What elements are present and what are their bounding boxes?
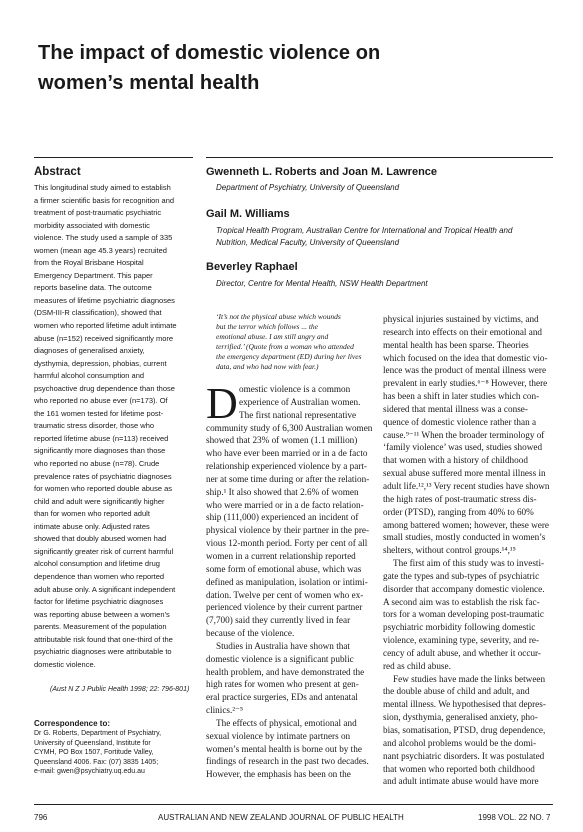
body-text-line: community study of 6,300 Australian women <box>206 422 373 433</box>
abstract-line: factor for lifetime psychiatric diagnoses <box>34 597 164 607</box>
body-column-2 <box>383 313 553 788</box>
quote-line: ‘It’s not the physical abuse which wounds <box>216 312 341 321</box>
abstract-line: dysthymia, depression, phobias, current <box>34 358 167 368</box>
body-text-line: some form of emotional abuse, which was <box>206 563 362 574</box>
body-text-line: vious 12-month period. Forty per cent of all <box>206 538 368 549</box>
quote-line: data, and who had now with fear.) <box>216 362 319 371</box>
author-affiliation-3 <box>216 278 556 290</box>
body-text-line: sidered that mental illness was a conse- <box>383 403 528 414</box>
abstract-line: intimate abuse only. Adjusted rates <box>34 521 150 531</box>
affiliation-line: Department of Psychiatry, University of Queensland <box>216 183 400 192</box>
abstract-line: who reported no abuse (n=78). Crude <box>34 459 160 469</box>
abstract-line: was reporting abuse between a women’s <box>34 609 170 619</box>
abstract-line: violence. The study used a sample of 335 <box>34 233 173 243</box>
body-text-line: among battered women; however, these were <box>383 519 549 530</box>
title-line: The impact of domestic violence on <box>38 42 381 64</box>
body-text-line: women’s mental health is borne out by the <box>206 743 362 754</box>
body-text-line: The first aim of this study was to investi- <box>393 558 545 569</box>
abstract-line: diagnoses of generalised anxiety, <box>34 346 145 356</box>
body-text-line: women in a current relationship reported <box>206 550 356 561</box>
quote-line: but the terror which follows ... the <box>216 322 319 331</box>
abstract-line: reported lifetime abuse (n=113) received <box>34 433 169 443</box>
body-text-line: ship (111,000) experienced an incident of <box>206 512 359 523</box>
abstract-line: dependence than women who reported <box>34 571 165 581</box>
body-text-line: research into effects on their emotional and <box>383 326 543 337</box>
body-text-line: Few studies have made the links between <box>393 673 546 684</box>
body-text-line: (7,700) said they currently lived in fear <box>206 615 351 626</box>
body-text-line: cause.⁹⁻¹¹ When the broader terminology of <box>383 429 545 440</box>
abstract-line: psychiatric diagnoses were attributable to <box>34 647 172 657</box>
body-text-line: red as child abuse. <box>383 660 451 671</box>
body-text-line: A second aim was to establish the risk fac- <box>383 596 540 607</box>
article-title <box>38 38 478 98</box>
abstract-line: parents. Measurement of the population <box>34 622 167 632</box>
body-text-line: However, the emphasis has been on the <box>206 769 351 780</box>
body-text-line: sion, dysthymia, generalised anxiety, pho- <box>383 712 538 723</box>
abstract-line: treatment of post-traumatic psychiatric <box>34 208 162 218</box>
body-column-1 <box>206 379 373 781</box>
abstract-line: measures of lifetime psychiatric diagnoses <box>34 295 175 305</box>
body-text-line: dation. Twelve per cent of women who ex- <box>206 589 364 600</box>
body-text-line: gate the types and sub-types of psychiatric <box>383 570 540 581</box>
body-text-line: and alcohol problems would be the domi- <box>383 737 537 748</box>
page-number: 796 <box>34 813 48 822</box>
body-text-line: adult life.¹²,¹³ Very recent studies have shown <box>383 480 550 491</box>
abstract-line: attributable risk found that one-third of the <box>34 634 173 644</box>
abstract-line: for women who reported double abuse as <box>34 484 173 494</box>
body-text-line: The first national representative <box>239 409 357 420</box>
body-text-line: perienced violence by their current partner <box>206 602 363 613</box>
abstract-line: harmful alcohol consumption and <box>34 371 145 381</box>
author-names-1: Gwenneth L. Roberts and Joan M. Lawrence <box>206 166 438 178</box>
body-text-line: that women with a history of childhood <box>383 455 528 466</box>
abstract-line: significantly greater risk of current harmful <box>34 546 174 556</box>
affiliation-line: Nutrition, Medical Faculty, University of Queensland <box>216 238 400 247</box>
body-text-line: the high rates of post-traumatic stress dis- <box>383 493 537 504</box>
abstract-citation: (Aust N Z J Public Health 1998; 22: 796-801) <box>50 686 190 693</box>
correspondence-line: Queensland 4006. Fax: (07) 3835 1405; <box>34 758 159 766</box>
body-text-line: order (PTSD), ranging from 40% to 60% <box>383 506 534 517</box>
body-text-line: experience of Australian women. <box>239 396 361 407</box>
abstract-line: This longitudinal study aimed to establish <box>34 183 171 192</box>
body-text-line: shelters, without control groups.¹⁴,¹⁵ <box>383 545 516 556</box>
abstract-line: reports baseline data. The outcome <box>34 283 152 293</box>
body-text-line: showed that 23% of women (1.1 million) <box>206 435 358 446</box>
drop-cap: D <box>206 379 238 428</box>
body-text-line: disorder that accompany domestic violence. <box>383 583 545 594</box>
body-text-line: cency of adult abuse, and whether it occur- <box>383 647 541 658</box>
body-text-line: small studies, mostly conducted in women’s <box>383 532 546 543</box>
body-text-line: high rates for women who present at gen- <box>206 679 359 690</box>
footer-rule <box>34 804 553 805</box>
body-text-line: physical injuries sustained by victims, and <box>383 314 539 324</box>
section-rule-left <box>34 157 193 158</box>
quote-line: terrified.’ (Quote from a woman who attended <box>216 342 354 351</box>
correspondence-body <box>34 729 199 777</box>
body-text-line: lence was the product of mental illness were <box>383 365 547 376</box>
body-text-line: clinics.²⁻⁵ <box>206 705 244 716</box>
body-text-line: sexual violence by intimate partners on <box>206 730 351 741</box>
abstract-line: from the Royal Brisbane Hospital <box>34 258 144 268</box>
quote-line: emotional abuse. I am still angry and <box>216 332 329 341</box>
correspondence-heading: Correspondence to: <box>34 719 111 728</box>
abstract-line: alcohol consumption and lifetime drug <box>34 559 160 569</box>
abstract-line: psychoactive drug dependence than those <box>34 383 175 393</box>
abstract-line: significantly more diagnoses than those <box>34 446 166 456</box>
quote-line: the emergency department (ED) during her lives <box>216 352 362 361</box>
body-text-line: physical violence by their partner in the pre- <box>206 525 370 536</box>
body-text-line: health problem, and have demonstrated the <box>206 666 365 677</box>
abstract-line: the 161 women tested for lifetime post- <box>34 408 164 418</box>
correspondence-line: CYMH, PO Box 1507, Fortitude Valley, <box>34 749 154 757</box>
correspondence-line: Dr G. Roberts, Department of Psychiatry, <box>34 730 162 737</box>
body-text-line: prevalent in early studies.⁶⁻⁸ However, there <box>383 378 548 389</box>
body-text-line: ner at some time during or after the relation- <box>206 473 370 484</box>
author-affiliation-1 <box>216 182 556 194</box>
body-text-line: mental illness. We hypothesised that depres- <box>383 699 546 710</box>
author-names-2: Gail M. Williams <box>206 208 290 220</box>
author-affiliation-2 <box>216 225 556 249</box>
abstract-line: showed that doubly abused women had <box>34 534 167 544</box>
body-text-line: mental health has been sparse. Theories <box>383 339 529 350</box>
abstract-line: Emergency Department. This paper <box>34 270 153 280</box>
abstract-line: a firmer scientific basis for recognition and <box>34 195 175 205</box>
body-text-line: The effects of physical, emotional and <box>216 717 357 728</box>
issue-info: 1998 VOL. 22 NO. 7 <box>478 813 551 822</box>
body-text-line: relationship experienced violence by a part- <box>206 461 367 472</box>
body-text-line: ‘family violence’ was used, studies showed <box>383 442 543 453</box>
body-text-line: who have ever been married or in a de facto <box>206 448 368 459</box>
abstract-line: who reported no abuse ever (n=173). Of <box>34 396 168 406</box>
body-text-line: psychiatric morbidity following domestic <box>383 622 536 633</box>
affiliation-line: Tropical Health Program, Australian Centre for International and Tropical Health and <box>216 226 513 235</box>
abstract-body <box>34 182 194 671</box>
body-text-line: because of the violence. <box>206 628 295 639</box>
abstract-line: (DSM-III-R classification), showed that <box>34 308 162 318</box>
author-names-3: Beverley Raphael <box>206 261 298 273</box>
correspondence-line: e-mail: gwen@psychiatry.uq.edu.au <box>34 768 145 776</box>
body-text-line: quence of domestic violence rather than a <box>383 416 537 427</box>
correspondence-line: University of Queensland, Institute for <box>34 739 151 747</box>
body-text-line: domestic violence is a significant public <box>206 653 354 664</box>
abstract-line: prevalence rates of psychiatric diagnoses <box>34 471 172 481</box>
body-text-line: sexual abuse suffered more mental illness in <box>383 468 546 479</box>
body-text-line: bias, somatisation, PTSD, drug dependence, <box>383 725 546 735</box>
title-line: women’s mental health <box>38 72 260 94</box>
body-text-line: which focused on the idea that domestic vio- <box>383 352 548 363</box>
affiliation-line: Director, Centre for Mental Health, NSW Health Department <box>216 279 428 288</box>
body-text-line: the double abuse of child and adult, and <box>383 686 530 697</box>
body-text-line: defined as manipulation, isolation or intimi- <box>206 576 368 587</box>
abstract-line: abuse (n=152) received significantly more <box>34 333 174 343</box>
body-text-line: omestic violence is a common <box>239 384 351 394</box>
body-text-line: ship.¹ It also showed that 2.6% of women <box>206 486 359 497</box>
body-text-line: Studies in Australia have shown that <box>216 640 350 651</box>
abstract-line: child and adult were significantly higher <box>34 496 165 506</box>
abstract-line: traumatic stress disorder, those who <box>34 421 155 431</box>
journal-name: AUSTRALIAN AND NEW ZEALAND JOURNAL OF PUBLIC HEALTH <box>158 813 404 822</box>
body-text-line: violence, examining type, severity, and re- <box>383 635 540 646</box>
body-text-line: that women who reported both childhood <box>383 763 535 774</box>
body-text-line: eral practice surgeries, EDs and antenatal <box>206 692 358 703</box>
pull-quote <box>216 312 366 372</box>
abstract-line: domestic violence. <box>34 659 96 669</box>
body-text-line: findings of research in the past two decades. <box>206 756 369 767</box>
abstract-line: adult abuse only. A significant independent <box>34 584 176 594</box>
section-rule-right <box>206 157 553 158</box>
body-text-line: tors for a woman developing post-traumatic <box>383 609 544 620</box>
body-text-line: nant psychiatric disorders. It was postulated <box>383 750 545 761</box>
abstract-line: than for women who reported adult <box>34 509 150 519</box>
abstract-line: women who reported lifetime adult intimate <box>34 321 177 331</box>
body-text-line: who were married or in a de facto relation- <box>206 499 364 510</box>
body-text-line: and adult intimate abuse would have more <box>383 776 539 787</box>
abstract-heading: Abstract <box>34 166 81 178</box>
abstract-line: morbidity associated with domestic <box>34 220 150 230</box>
abstract-line: women (mean age 45.3 years) recruited <box>34 245 167 255</box>
body-text-line: has been a shift in later studies which con- <box>383 391 540 402</box>
